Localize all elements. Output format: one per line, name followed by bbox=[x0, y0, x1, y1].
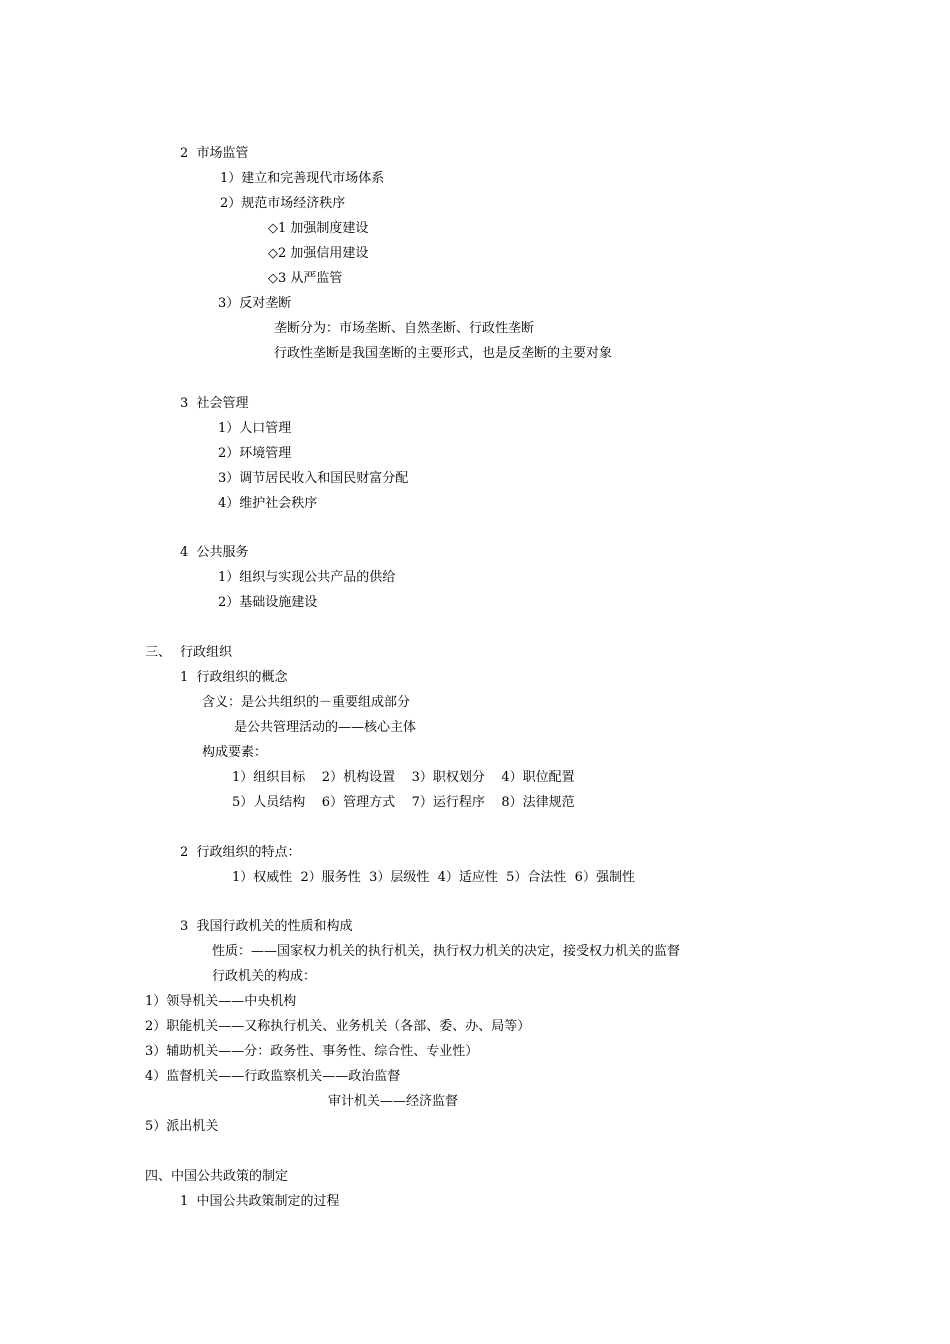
sub-list-item: ◇2 加强信用建设 bbox=[268, 246, 369, 261]
section-heading: 3 我国行政机关的性质和构成 bbox=[180, 919, 353, 934]
list-item: 1）建立和完善现代市场体系 bbox=[220, 171, 385, 186]
paragraph: 行政机关的构成： bbox=[212, 969, 317, 984]
list-item: 2）基础设施建设 bbox=[218, 595, 318, 610]
list-item: 1）权威性 2）服务性 3）层级性 4）适应性 5）合法性 6）强制性 bbox=[232, 870, 635, 885]
paragraph: 构成要素： bbox=[202, 745, 268, 760]
list-item: 4）维护社会秩序 bbox=[218, 496, 318, 511]
part-number: 三、 bbox=[145, 645, 172, 660]
sub-list-item: ◇3 从严监管 bbox=[268, 271, 343, 286]
part-heading: 行政组织 bbox=[180, 645, 233, 660]
list-item: 2）环境管理 bbox=[218, 446, 292, 461]
paragraph: 含义：是公共组织的－重要组成部分 bbox=[202, 695, 411, 710]
section-heading: 1 行政组织的概念 bbox=[180, 670, 288, 685]
section-heading: 3 社会管理 bbox=[180, 396, 249, 411]
part-heading: 四、中国公共政策的制定 bbox=[145, 1169, 289, 1184]
list-item: 3）调节居民收入和国民财富分配 bbox=[218, 471, 409, 486]
list-item: 5）人员结构 6）管理方式 7）运行程序 8）法律规范 bbox=[232, 795, 575, 810]
list-item: 2）规范市场经济秩序 bbox=[220, 196, 346, 211]
list-item: 1）组织与实现公共产品的供给 bbox=[218, 570, 396, 585]
list-item: 2）职能机关——又称执行机关、业务机关（各部、委、办、局等） bbox=[145, 1019, 531, 1034]
paragraph: 行政性垄断是我国垄断的主要形式，也是反垄断的主要对象 bbox=[274, 346, 613, 361]
paragraph: 垄断分为：市场垄断、自然垄断、行政性垄断 bbox=[274, 321, 535, 336]
list-item-continuation: 审计机关——经济监督 bbox=[328, 1094, 459, 1109]
list-item: 3）反对垄断 bbox=[218, 296, 292, 311]
list-item: 1）领导机关——中央机构 bbox=[145, 994, 297, 1009]
paragraph: 性质：——国家权力机关的执行机关，执行权力机关的决定，接受权力机关的监督 bbox=[212, 944, 681, 959]
list-item: 1）人口管理 bbox=[218, 421, 292, 436]
section-heading: 2 行政组织的特点： bbox=[180, 845, 301, 860]
paragraph: 是公共管理活动的——核心主体 bbox=[234, 720, 417, 735]
section-heading: 1 中国公共政策制定的过程 bbox=[180, 1194, 340, 1209]
section-heading: 2 市场监管 bbox=[180, 146, 249, 161]
list-item: 4）监督机关——行政监察机关——政治监督 bbox=[145, 1069, 401, 1084]
section-heading: 4 公共服务 bbox=[180, 545, 249, 560]
sub-list-item: ◇1 加强制度建设 bbox=[268, 221, 369, 236]
list-item: 3）辅助机关——分：政务性、事务性、综合性、专业性） bbox=[145, 1044, 479, 1059]
list-item: 1）组织目标 2）机构设置 3）职权划分 4）职位配置 bbox=[232, 770, 575, 785]
list-item: 5）派出机关 bbox=[145, 1119, 219, 1134]
